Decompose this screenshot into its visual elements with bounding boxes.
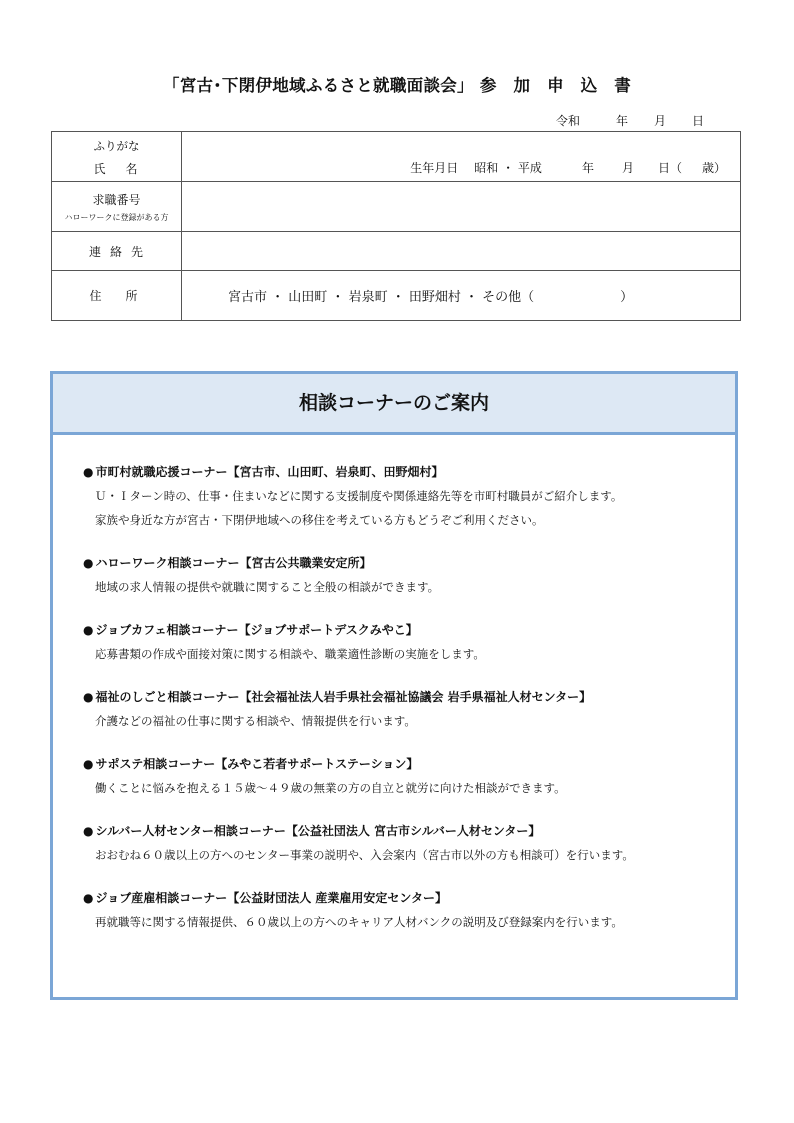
bullet-icon: ●: [83, 690, 94, 704]
date-year: 年: [616, 114, 629, 128]
entry-title: シルバー人材センター相談コーナー【公益社団法人 宮古市シルバー人材センター】: [95, 824, 541, 838]
entry-title: 市町村就職応援コーナー【宮古市、山田町、岩泉町、田野畑村】: [95, 465, 444, 479]
address-option-other[interactable]: その他（: [482, 290, 535, 305]
entry-jobcafe: [83, 621, 735, 663]
entry-description: 応募書類の作成や面接対策に関する相談や、職業適性診断の実施をします。: [95, 647, 485, 661]
address-label: 住 所: [89, 289, 144, 303]
name-label: 氏名: [93, 162, 158, 176]
entry-description: 地域の求人情報の提供や就職に関すること全般の相談ができます。: [95, 580, 440, 594]
bullet-icon: ●: [83, 891, 94, 905]
name-row: [52, 132, 741, 182]
contact-label-cell: [52, 232, 182, 271]
birth-day: 日（: [657, 161, 682, 175]
date-month: 月: [654, 114, 667, 128]
name-label-cell: [52, 132, 182, 182]
entry-welfare: [83, 688, 735, 730]
address-option-yamada[interactable]: 山田町: [288, 290, 328, 305]
birthdate-field[interactable]: [182, 137, 740, 176]
entry-description: 介護などの福祉の仕事に関する相談や、情報提供を行います。: [95, 714, 416, 728]
address-row: [52, 271, 741, 321]
job-number-field[interactable]: [182, 182, 741, 232]
consultation-corner-panel: [50, 371, 738, 1000]
address-option-miyako[interactable]: 宮古市: [228, 290, 268, 305]
date-day: 日: [692, 114, 705, 128]
bullet-icon: ●: [83, 757, 94, 771]
panel-body: [53, 435, 735, 931]
contact-label: 連絡先: [88, 244, 152, 259]
job-number-label-cell: [52, 182, 182, 232]
job-number-label: 求職番号: [92, 192, 141, 207]
birth-year: 年: [581, 161, 594, 175]
entry-sanko: [83, 889, 735, 931]
address-options[interactable]: 宮古市 ・ 山田町 ・ 岩泉町 ・ 田野畑村 ・ その他（ ）: [182, 286, 740, 305]
entry-hellowork: [83, 554, 735, 596]
birthdate-label: 生年月日: [410, 161, 459, 175]
birth-age: 歳）: [701, 161, 726, 175]
entry-title: ジョブカフェ相談コーナー【ジョブサポートデスクみやこ】: [95, 623, 418, 637]
birth-era-options[interactable]: 昭和 ・ 平成: [474, 161, 542, 175]
entry-description: 家族や身近な方が宮古・下閉伊地域への移住を考えている方もどうぞご利用ください。: [95, 513, 544, 527]
entry-description: おおむね６０歳以上の方へのセンター事業の説明や、入会案内（宮古市以外の方も相談可）を行います。: [95, 848, 634, 862]
panel-heading: 相談コーナーのご案内: [53, 374, 735, 435]
address-option-tanohata[interactable]: 田野畑村: [408, 290, 461, 305]
bullet-icon: ●: [83, 824, 94, 838]
entry-description: 働くことに悩みを抱える１５歳～４９歳の無業の方の自立と就労に向けた相談ができます。: [95, 781, 566, 795]
entry-title: ジョブ産雇相談コーナー【公益財団法人 産業雇用安定センター】: [95, 891, 447, 905]
birth-month: 月: [621, 161, 634, 175]
address-label-cell: [52, 271, 182, 321]
address-option-iwaizumi[interactable]: 岩泉町: [348, 290, 388, 305]
entry-title: ハローワーク相談コーナー【宮古公共職業安定所】: [95, 556, 372, 570]
application-date: [556, 112, 704, 129]
bullet-icon: ●: [83, 465, 94, 479]
entry-title: 福祉のしごと相談コーナー【社会福祉法人岩手県社会福祉協議会 岩手県福祉人材センター】: [95, 690, 592, 704]
entry-municipal: [83, 463, 735, 529]
address-other-close: ）: [620, 290, 634, 305]
entry-silver: [83, 822, 735, 864]
entry-title: サポステ相談コーナー【みやこ若者サポートステーション】: [95, 757, 419, 771]
bullet-icon: ●: [83, 556, 94, 570]
furigana-label: ふりがな: [93, 139, 140, 153]
entry-description: 再就職等に関する情報提供、６０歳以上の方へのキャリア人材バンクの説明及び登録案内を行います。: [95, 915, 623, 929]
job-number-row: [52, 182, 741, 232]
entry-description: Ｕ・Ｉターン時の、仕事・住まいなどに関する支援制度や関係連絡先等を市町村職員がご紹介します。: [95, 489, 623, 503]
bullet-icon: ●: [83, 623, 94, 637]
document-title: 「宮古･下閉伊地域ふるさと就職面談会」 参 加 申 込 書: [162, 76, 632, 95]
job-number-note: ハローワークに登録がある方: [64, 212, 169, 222]
contact-row: [52, 232, 741, 271]
address-field[interactable]: [182, 271, 741, 321]
name-field[interactable]: [182, 132, 741, 182]
date-era: 令和: [556, 114, 581, 128]
contact-field[interactable]: [182, 232, 741, 271]
entry-saposute: [83, 755, 735, 797]
application-form: [51, 131, 741, 321]
